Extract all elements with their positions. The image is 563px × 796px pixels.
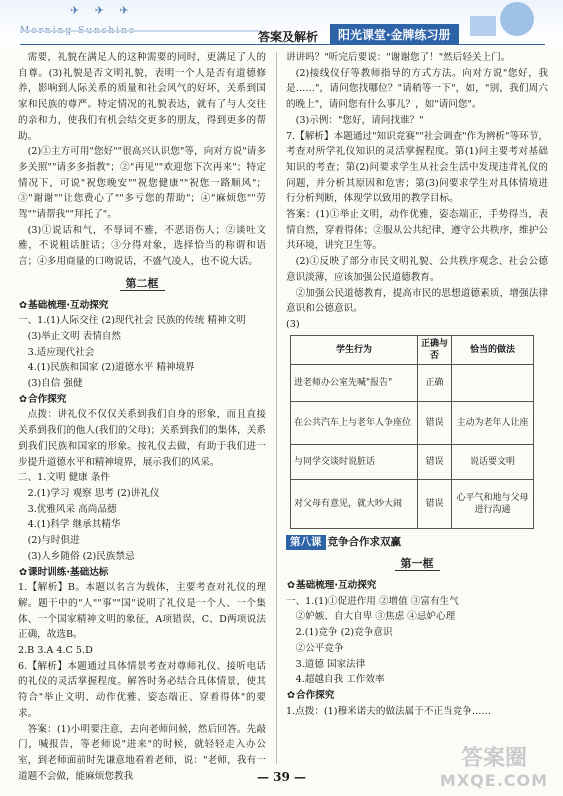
answer-line: 二、1.文明 健康 条件: [18, 472, 111, 484]
paragraph: ②加强公民道德教育，提高市民的思想道德素质，增强法律意识和公德意识。: [286, 287, 548, 315]
table-cell: 与同学交谈时说脏话: [291, 444, 418, 479]
answer-line: 2.B 3.A 4.C 5.D: [18, 645, 93, 657]
table-cell: 进老师办公室先喊"报告": [291, 364, 418, 401]
section-tag: ✿基础梳理·互动探究: [286, 578, 548, 594]
table-cell: 错误: [418, 401, 452, 444]
section-title: 第二框: [18, 276, 266, 292]
answer-line: 4.(1)科学 继承其精华: [27, 519, 121, 531]
section-tag: ✿合作探究: [18, 392, 266, 408]
table-header: 正确与否: [418, 335, 452, 364]
answer-line: 3.道德 国家法律: [295, 658, 366, 670]
star-icon: ✿: [18, 566, 28, 578]
table-row: [291, 401, 534, 444]
answer-line: 一、1.(1)人际交往 (2)现代社会 民族的传统 精神文明: [18, 315, 246, 327]
section-tag: ✿合作探究: [286, 688, 548, 704]
column-divider: [276, 52, 277, 764]
answer-line: (3)人乡随俗 (2)民族禁忌: [27, 550, 135, 562]
table-row: [291, 364, 534, 401]
star-icon: ✿: [286, 580, 296, 592]
paragraph: (2)①反映了部分市民文明礼貌、公共秩序观念、社会公德意识淡薄，应该加强公民道德教育。: [286, 256, 548, 283]
answer-line: ②妒嫉、自大自卑 ③焦虑 ④忌妒心理: [295, 611, 456, 623]
brand-label: 阳光课堂·金牌练习册: [330, 24, 459, 45]
table-cell: 错误: [418, 444, 452, 479]
table-cell: 说话要文明: [452, 444, 534, 479]
table-cell: 心平气和地与父母进行沟通: [452, 479, 534, 528]
header-deco-line: [20, 30, 260, 32]
answer-line: (3)自信 强健: [27, 378, 83, 390]
behavior-table: [290, 335, 534, 529]
star-icon: ✿: [286, 689, 296, 701]
answer-line: 2.(1)竞争 (2)竞争意识: [295, 627, 393, 639]
sun-icon: [500, 2, 534, 36]
header-rule: [20, 44, 545, 45]
paragraph: 需要，礼貌在满足人的这种需要的同时，更满足了人的自尊。(3)礼貌是否文明礼貌，表明一个人是否有道德修养，影响到人际关系的质量和社会风气的好坏，关系到国家和民族的尊严。特定情况的礼貌表达，就有了与人交往的亲和力，使我们有机会结交更多的朋友，得到更多的帮助。: [18, 52, 266, 142]
answer-line: 4.(1)民族和国家 (2)道德水平 精神境界: [27, 362, 195, 374]
table-cell: 错误: [418, 479, 452, 528]
table-cell: 正确: [418, 364, 452, 401]
page-number: — 39 —: [256, 770, 307, 784]
watermark-line: 答案圈: [460, 746, 527, 771]
lesson-title: 竞争合作求双赢: [327, 535, 401, 548]
paragraph: (2)①主方可用"您好""很高兴认识您"等，向对方说"请多多关照""请多多指教"；②"再见""欢迎您下次再来"；特定情况下，可说"祝您晚安""祝您健康""祝您一路顺风"；③"谢谢""让您费心了""多亏您的帮助"；④"麻烦您""劳驾""请帮我""拜托了"。: [18, 146, 266, 221]
watermark-line: MXQE.COM: [439, 771, 549, 790]
answer-line: (3)举止文明 表情自然: [27, 330, 121, 342]
star-icon: ✿: [18, 393, 28, 405]
table-header: 恰当的做法: [452, 335, 534, 364]
paragraph: (2)接线仪仔等教师指导的方式方法。向对方说"您好，我是……"，请问您找哪位？"请稍等一下"，如，"别，我们周六的晚上"，请问您有什么事儿？，如"请问您"。: [286, 67, 548, 111]
paragraph: (3)示例："您好，请问找谁？": [295, 114, 424, 126]
page-header: [0, 0, 563, 46]
table-cell: [452, 364, 534, 401]
paragraph: 答案：(1)①举止文明，动作优雅，姿态端正，手势得当，表情自然，穿着得体；②服从公共纪律，遵守公共秩序，维护公共环境，讲究卫生等。: [286, 209, 548, 252]
answer-line: 3.适应现代社会: [27, 346, 95, 358]
lesson-badge: 第八课: [286, 535, 326, 551]
table-row: [291, 444, 534, 479]
table-cell: 在公共汽车上与老年人争座位: [291, 401, 418, 444]
answer-line: 1.点拨：(1)穆米诺夫的做法属于不正当竞争……: [286, 705, 492, 717]
paragraph: 7.【解析】本题通过"知识竞赛""社会调查"作为辨析"等环节，考查对所学礼仪知识的灵活掌握程度。第(1)问主要考对基础知识的考查；第(2)问要求学生从社会生活中发现违背礼仪的问题，并分析其原因和危害；第(3)问要求学生对具体情境进行分析判断，体现学以致用的教学目标。: [286, 130, 548, 205]
star-icon: ✿: [18, 299, 28, 311]
paragraph: 6.【解析】本题通过具体情景考查对尊师礼仪、接听电话的礼仪的灵活掌握程度。解答时务必结合具体情景，使其符合"举止文明、动作优雅、姿态端正、穿着得体"的要求。: [18, 660, 266, 719]
answer-line: 一、1.(1)①促进作用 ②增值 ③富有生气: [286, 595, 459, 607]
paragraph: 点拨：讲礼仪不仅仅关系到我们自身的形象，而且直接关系到我们的他人(我们的父母)；关系到我们的集体，关系到我们民族和国家的形象。按礼仪去做，有助于我们进一步提升道德水平和精神境界，展示我们的风采。: [18, 409, 266, 468]
right-column: [286, 50, 548, 719]
paragraph: 讲讲吗？"听完后要说："谢谢您了！"然后轻关上门。: [286, 52, 511, 63]
table-cell: 对父母有意见，就大吵大闹: [291, 479, 418, 528]
answer-line: 3.优雅风采 高尚品德: [27, 503, 117, 515]
birds-decoration: ✈ ✈ ✈: [70, 4, 135, 17]
answer-line: (2)与时俱进: [27, 535, 80, 547]
paragraph: 答案：(1)小明要注意，去向老师问候，然后回答。先敲门，喊报告，等老师说"进来"的时候，就轻轻走入办公室，到老师面前时先谦意地看着老师，说："老师，我有一道题不会做，能麻烦您教我: [18, 723, 266, 782]
answer-line: (3): [286, 318, 300, 330]
paragraph: 1.【解析】B。本题以名言为载体，主要考查对礼仪的理解。题干中的"人""事""国"说明了礼仪是一个人、一个集体、一个国家精神文明的象征，A项错误，C、D两项说法正确，故选B。: [18, 582, 266, 641]
section-tag: ✿课时训练·基础达标: [18, 565, 266, 581]
section-title: 第一框: [286, 556, 548, 572]
watermark: [430, 748, 558, 794]
paragraph: (3)①说话和气，不辱词不雅，不恶语伤人；②谈吐文雅，不说粗话脏话；③分得对象，选择恰当的称谓和语言；④多用商量的口吻说话，不盛气凌人，也不说大话。: [18, 224, 266, 268]
table-cell: 主动为老年人让座: [452, 401, 534, 444]
answer-line: 2.(1)学习 观察 思考 (2)讲礼仪: [27, 487, 160, 499]
lesson-heading: [286, 535, 548, 551]
house-icon: [470, 16, 496, 36]
answer-line: ②公平竞争: [295, 642, 344, 654]
table-row: [291, 479, 534, 528]
answer-label: 答案及解析: [258, 30, 319, 44]
section-tag: ✿基础梳理·互动探究: [18, 298, 266, 314]
answer-line: 4.超越自我 工作效率: [295, 674, 385, 686]
left-column: [18, 50, 266, 784]
table-header: 学生行为: [291, 335, 418, 364]
